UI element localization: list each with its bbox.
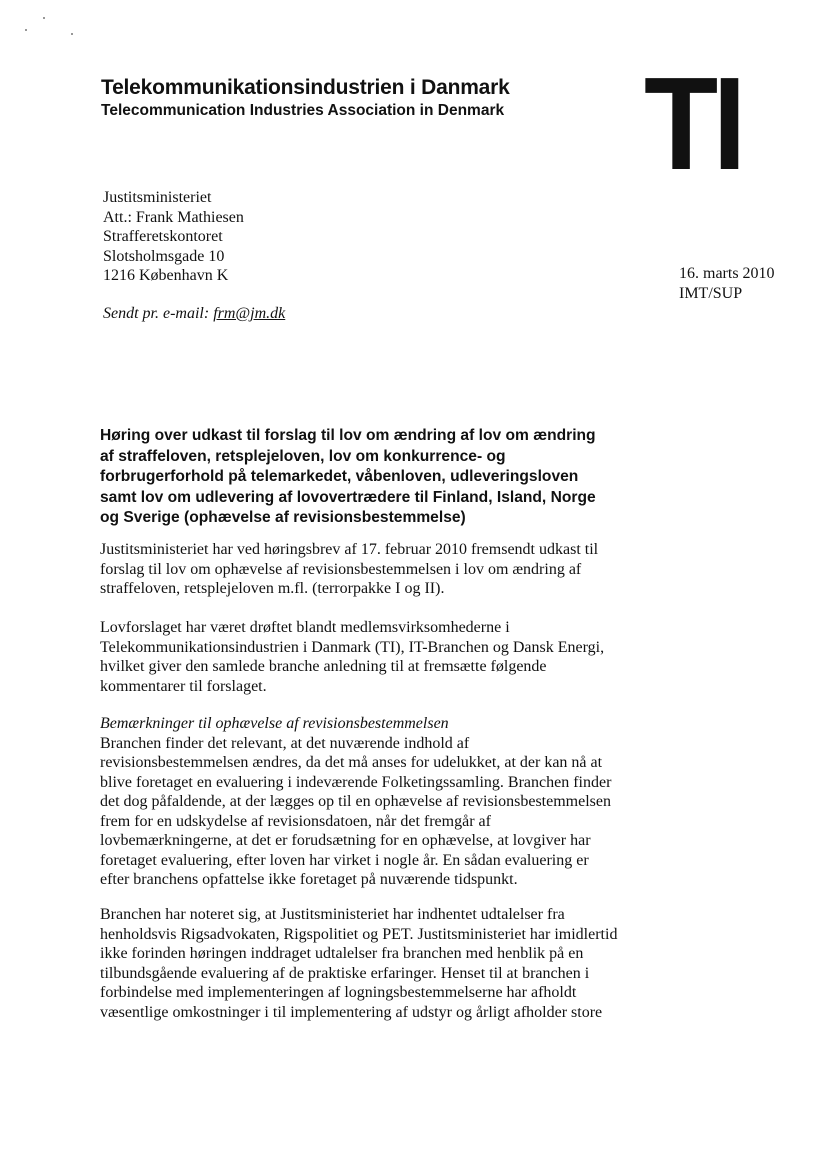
text-line: forslag til lov om ophævelse af revisionsbestemmelsen i lov om ændring af: [100, 560, 582, 578]
text-line: Branchen finder det relevant, at det nuværende indhold af: [100, 734, 470, 752]
org-name-danish: Telekommunikationsindustrien i Danmark: [101, 76, 510, 99]
text-line: blive foretaget en evaluering i indeværende Folketingssamling. Branchen finder: [100, 773, 612, 791]
address-line: 1216 København K: [103, 267, 229, 284]
scan-speck: [71, 33, 73, 35]
recipient-address: [103, 188, 244, 286]
text-line: hvilket giver den samlede branche anledning til at fremsætte følgende: [100, 658, 547, 675]
org-name-english: Telecommunication Industries Association in Denmark: [101, 102, 505, 119]
reference-code: IMT/SUP: [679, 284, 743, 302]
text-line: tilbundsgående evaluering af de praktiske erfaringer. Henset til at branchen i: [100, 964, 590, 982]
subject-line: og Sverige (ophævelse af revisionsbestemmelse): [100, 509, 466, 527]
text-line: foretaget evaluering, efter loven har virket i nogle år. En sådan evaluering er: [100, 851, 589, 869]
body-paragraph-4: [100, 905, 660, 1022]
body-paragraph-2: [100, 618, 660, 696]
address-line: Slotsholmsgade 10: [103, 247, 225, 265]
subject-line: samt lov om udlevering af lovovertrædere til Finland, Island, Norge: [100, 488, 596, 506]
text-line: frem for en udskydelse af revisionsdatoen, når det fremgår af: [100, 812, 491, 830]
sent-by-email: [103, 304, 285, 324]
text-line: Justitsministeriet har ved høringsbrev af 17. februar 2010 fremsendt udkast til: [100, 541, 599, 558]
subject-heading: [100, 426, 660, 529]
sent-prefix: Sendt pr. e-mail:: [103, 305, 214, 322]
text-line: straffeloven, retsplejeloven m.fl. (terrorpakke I og II).: [100, 580, 445, 597]
address-line: Justitsministeriet: [103, 189, 212, 206]
email-link[interactable]: frm@jm.dk: [213, 305, 286, 322]
scan-speck: [25, 29, 27, 31]
letter-date: 16. marts 2010: [679, 265, 775, 282]
letterhead: [101, 76, 510, 121]
text-line: Lovforslaget har været drøftet blandt medlemsvirksomhederne i: [100, 619, 510, 636]
text-line: lovbemærkningerne, at det er forudsætning for en ophævelse, at lovgiver har: [100, 832, 591, 849]
body-section-remarks: [100, 714, 660, 890]
address-line: Strafferetskontoret: [103, 228, 223, 245]
text-line: det dog påfaldende, at der lægges op til en ophævelse af revisionsbestemmelsen: [100, 793, 611, 810]
scan-speck: [43, 17, 45, 19]
text-line: væsentlige omkostninger i til implementering af udstyr og årligt afholder store: [100, 1003, 603, 1021]
address-line: Att.: Frank Mathiesen: [103, 208, 244, 226]
date-reference-block: [679, 264, 775, 303]
text-line: kommentarer til forslaget.: [100, 677, 267, 695]
text-line: Branchen har noteret sig, at Justitsministeriet har indhentet udtalelser fra: [100, 906, 565, 923]
text-line: efter branchens opfattelse ikke foretaget på nuværende tidspunkt.: [100, 871, 518, 888]
section-heading: Bemærkninger til ophævelse af revisionsbestemmelsen: [100, 715, 449, 732]
text-line: henholdsvis Rigsadvokaten, Rigspolitiet og PET. Justitsministeriet har imidlertid: [100, 925, 618, 943]
text-line: forbindelse med implementeringen af logningsbestemmelserne har afholdt: [100, 984, 577, 1001]
text-line: revisionsbestemmelsen ændres, da det må anses for udelukket, at der kan nå at: [100, 754, 603, 771]
subject-line: Høring over udkast til forslag til lov om ændring af lov om ændring: [100, 427, 596, 444]
ti-logo: TI: [644, 50, 741, 197]
subject-line: forbrugerforhold på telemarkedet, våbenloven, udleveringsloven: [100, 468, 579, 486]
text-line: ikke forinden høringen inddraget udtalelser fra branchen med henblik på en: [100, 945, 584, 962]
body-paragraph-1: [100, 540, 660, 599]
subject-line: af straffeloven, retsplejeloven, lov om konkurrence- og: [100, 447, 506, 465]
text-line: Telekommunikationsindustrien i Danmark (TI), IT-Branchen og Dansk Energi,: [100, 638, 605, 656]
